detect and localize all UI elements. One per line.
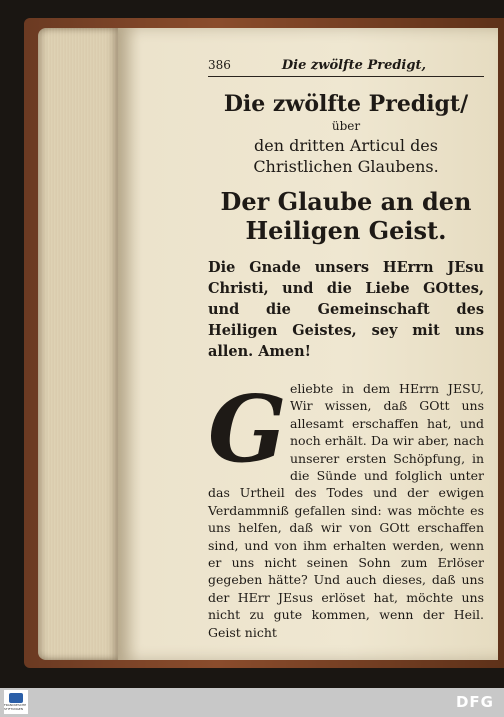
body-paragraph: eliebte in dem HErrn JESU, Wir wissen, daß GOtt uns allesamt erschaffen hat, und noch erhält. Da wir aber, nach unserer ersten Schöpfung, in die Sünde und folglich unter das Urtheil des Todes und der ewigen Verdammniß gefallen sind: was möchte es uns helfen, daß wir von GOtt erschaffen sind, und von ihm erhalten werden, wenn er uns nicht seinen Sohn zum Erlöser gegeben hätte? Und auch dieses, daß uns der HErr JEsus erlöset hat, möchte uns nicht zu gute kommen, wenn der Heil. Geist nicht bbox=[208, 381, 484, 640]
logo-text: FRANCKESCHE STIFTUNGEN bbox=[4, 703, 27, 711]
sermon-theme: Der Glaube an den Heiligen Geist. bbox=[220, 187, 472, 245]
institution-logo[interactable] bbox=[4, 690, 28, 714]
viewer-footer-bar bbox=[0, 688, 504, 717]
page-edges bbox=[38, 28, 120, 660]
logo-icon bbox=[9, 693, 23, 703]
page-text bbox=[208, 52, 484, 641]
opening-blessing: Die Gnade unsers HErrn JEsu Christi, und die Liebe GOttes, und die Gemeinschaft des Heiligen Geistes, sey mit uns allen. Amen! bbox=[208, 259, 484, 360]
page-number: 386 bbox=[208, 58, 231, 72]
running-head bbox=[208, 52, 484, 77]
subtitle-ueber: über bbox=[331, 119, 361, 133]
sermon-body bbox=[208, 375, 484, 641]
running-title: Die zwölfte Predigt, bbox=[281, 58, 426, 73]
dfg-logo[interactable]: DFG bbox=[455, 693, 494, 711]
decorated-initial: G bbox=[208, 375, 287, 483]
article-subtitle: den dritten Articul des Christlichen Glaubens. bbox=[253, 136, 439, 176]
sermon-title: Die zwölfte Predigt/ bbox=[223, 91, 469, 117]
